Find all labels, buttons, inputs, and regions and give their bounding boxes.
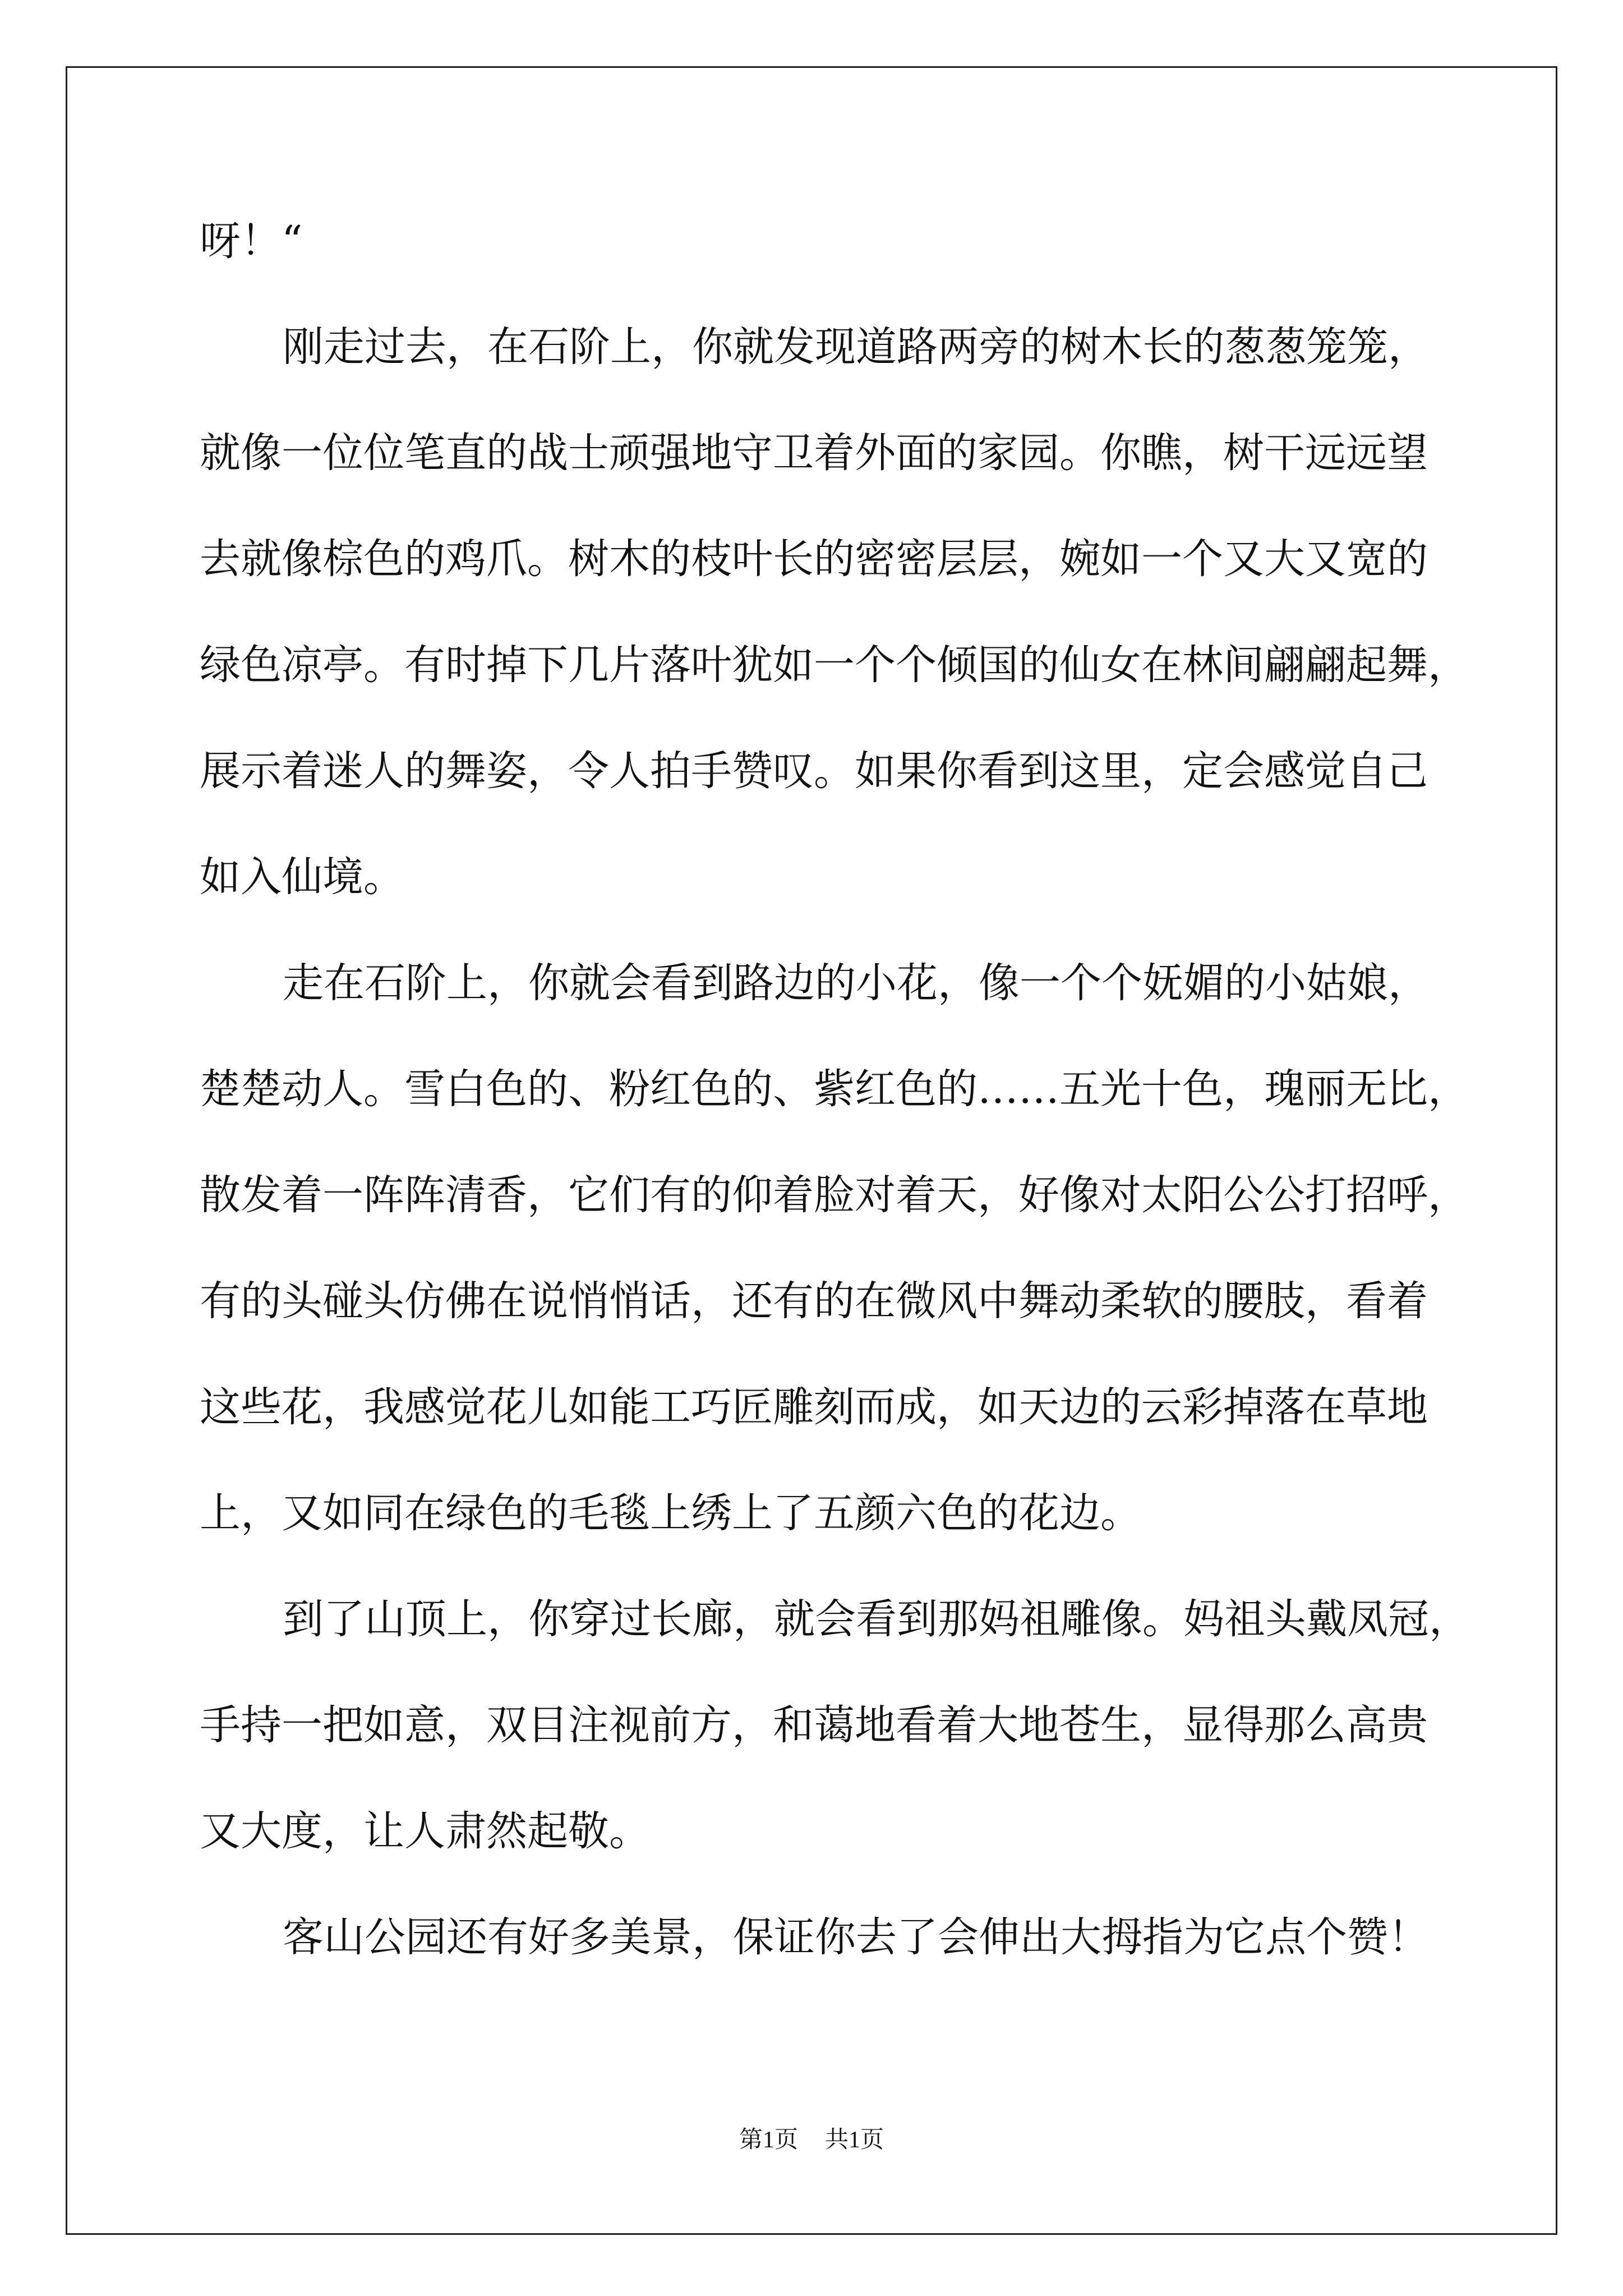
text-line: 又大度，让人肃然起敬。 bbox=[200, 1807, 650, 1855]
text-line: 如入仙境。 bbox=[200, 853, 404, 901]
text-line: 散发着一阵阵清香，它们有的仰着脸对着天，好像对太阳公公打招呼， bbox=[200, 1171, 1469, 1219]
page-total: 共1页 bbox=[825, 2127, 884, 2153]
text-line: 手持一把如意，双目注视前方，和蔼地看着大地苍生，显得那么高贵 bbox=[200, 1701, 1428, 1749]
paragraph-start-line: 到了山顶上，你穿过长廊，就会看到那妈祖雕像。妈祖头戴凤冠， bbox=[283, 1595, 1470, 1643]
text-line: 上，又如同在绿色的毛毯上绣上了五颜六色的花边。 bbox=[200, 1489, 1141, 1537]
text-line: 呀！“ bbox=[200, 217, 303, 265]
document-body bbox=[200, 208, 1470, 2010]
text-line: 绿色凉亭。有时掉下几片落叶犹如一个个倾国的仙女在林间翩翩起舞， bbox=[200, 641, 1469, 689]
text-line: 楚楚动人。雪白色的、粉红色的、紫红色的……五光十色，瑰丽无比， bbox=[200, 1065, 1469, 1113]
text-line: 有的头碰头仿佛在说悄悄话，还有的在微风中舞动柔软的腰肢，看着 bbox=[200, 1277, 1428, 1325]
text-line: 去就像棕色的鸡爪。树木的枝叶长的密密层层，婉如一个又大又宽的 bbox=[200, 535, 1428, 583]
paragraph-start-line: 走在石阶上，你就会看到路边的小花，像一个个妩媚的小姑娘， bbox=[283, 959, 1429, 1007]
page-footer bbox=[0, 2123, 1623, 2157]
paragraph-start-line: 客山公园还有好多美景，保证你去了会伸出大拇指为它点个赞！ bbox=[283, 1913, 1429, 1961]
text-line: 这些花，我感觉花儿如能工巧匠雕刻而成，如天边的云彩掉落在草地 bbox=[200, 1383, 1428, 1431]
page-number: 第1页 bbox=[739, 2127, 798, 2153]
text-line: 就像一位位笔直的战士顽强地守卫着外面的家园。你瞧，树干远远望 bbox=[200, 429, 1428, 477]
text-line: 展示着迷人的舞姿，令人拍手赞叹。如果你看到这里，定会感觉自己 bbox=[200, 747, 1428, 795]
paragraph-start-line: 刚走过去，在石阶上，你就发现道路两旁的树木长的葱葱笼笼， bbox=[283, 323, 1429, 371]
